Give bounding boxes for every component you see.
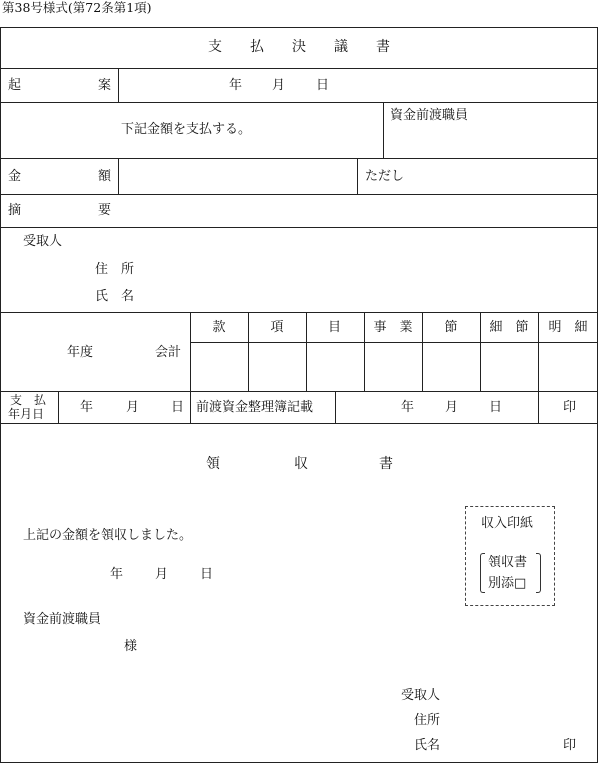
- divider: [118, 158, 119, 194]
- revenue-stamp-line2: 別添□: [488, 576, 527, 591]
- receipt-seal-mark: 印: [563, 738, 577, 753]
- budget-header: 事 業: [373, 320, 413, 335]
- divider: [0, 312, 598, 313]
- budget-header: 目: [328, 320, 342, 335]
- seal-mark: 印: [563, 400, 577, 415]
- divider: [0, 158, 598, 159]
- account-label: 会計: [155, 345, 182, 360]
- divider: [0, 194, 598, 195]
- kian-date-month: 月: [272, 78, 286, 93]
- receipt-date-day: 日: [200, 567, 214, 582]
- payment-date-year: 年: [80, 400, 94, 415]
- summary-label: 摘: [8, 203, 22, 218]
- kian-label: 案: [98, 78, 112, 93]
- form-number-label: 第38号様式(第72条第1項): [2, 0, 152, 15]
- budget-header: 節: [444, 320, 458, 335]
- receipt-name-label: 氏名: [414, 738, 441, 753]
- kian-date-day: 日: [316, 78, 330, 93]
- payment-date-month: 月: [126, 400, 140, 415]
- receipt-address-label: 住所: [414, 713, 441, 728]
- divider: [58, 391, 59, 423]
- receipt-title-char: 収: [294, 456, 308, 472]
- divider: [118, 68, 119, 102]
- receipt-date-year: 年: [110, 567, 124, 582]
- title-char: 支: [208, 39, 222, 55]
- divider: [383, 102, 384, 158]
- advance-official-label: 資金前渡職員: [390, 108, 469, 123]
- amount-label: 金: [8, 169, 22, 184]
- receipt-payee-label: 受取人: [401, 688, 441, 703]
- divider: [0, 227, 598, 228]
- revenue-stamp-title: 収入印紙: [481, 516, 534, 531]
- receipt-official-label: 資金前渡職員: [23, 612, 102, 627]
- stamp-bracket-left-icon: [480, 553, 485, 593]
- stamp-bracket-right-icon: [536, 553, 541, 593]
- payee-name-label: 氏 名: [95, 289, 135, 304]
- ledger-date-day: 日: [489, 400, 503, 415]
- kian-label: 起: [8, 78, 22, 93]
- budget-header: 項: [270, 320, 284, 335]
- payment-date-label: 支 払: [10, 393, 47, 407]
- payment-statement: 下記金額を支払する。: [121, 122, 252, 137]
- receipt-honorific: 様: [124, 639, 138, 654]
- divider: [335, 391, 336, 423]
- ledger-date-year: 年: [401, 400, 415, 415]
- receipt-title-char: 領: [206, 456, 220, 472]
- budget-header: 款: [212, 320, 226, 335]
- divider: [0, 391, 598, 392]
- payee-address-label: 住 所: [95, 262, 135, 277]
- title-char: 議: [334, 39, 348, 55]
- form-frame: [0, 27, 598, 763]
- receipt-statement: 上記の金額を領収しました。: [23, 528, 193, 543]
- fiscal-year-label: 年度: [67, 345, 94, 360]
- receipt-title-char: 書: [379, 456, 393, 472]
- payment-date-day: 日: [171, 400, 185, 415]
- divider: [538, 391, 539, 423]
- divider: [0, 68, 598, 69]
- revenue-stamp-line1: 領収書: [488, 555, 528, 570]
- divider: [190, 342, 598, 343]
- payment-date-label: 年月日: [8, 407, 45, 421]
- kian-date-year: 年: [229, 78, 243, 93]
- ledger-date-month: 月: [445, 400, 459, 415]
- title-char: 払: [250, 39, 264, 55]
- summary-label: 要: [98, 203, 112, 218]
- amount-label: 額: [98, 169, 112, 184]
- divider: [0, 423, 598, 424]
- budget-header: 明 細: [548, 320, 588, 335]
- budget-header: 細 節: [489, 320, 529, 335]
- divider: [0, 102, 598, 103]
- proviso-label: ただし: [365, 169, 405, 184]
- receipt-date-month: 月: [155, 567, 169, 582]
- title-char: 決: [292, 39, 306, 55]
- title-char: 書: [376, 39, 390, 55]
- payee-label: 受取人: [23, 234, 63, 249]
- ledger-label: 前渡資金整理簿記載: [196, 400, 314, 415]
- divider: [306, 312, 307, 391]
- divider: [357, 158, 358, 194]
- revenue-stamp-box: [465, 506, 555, 606]
- divider: [190, 391, 191, 423]
